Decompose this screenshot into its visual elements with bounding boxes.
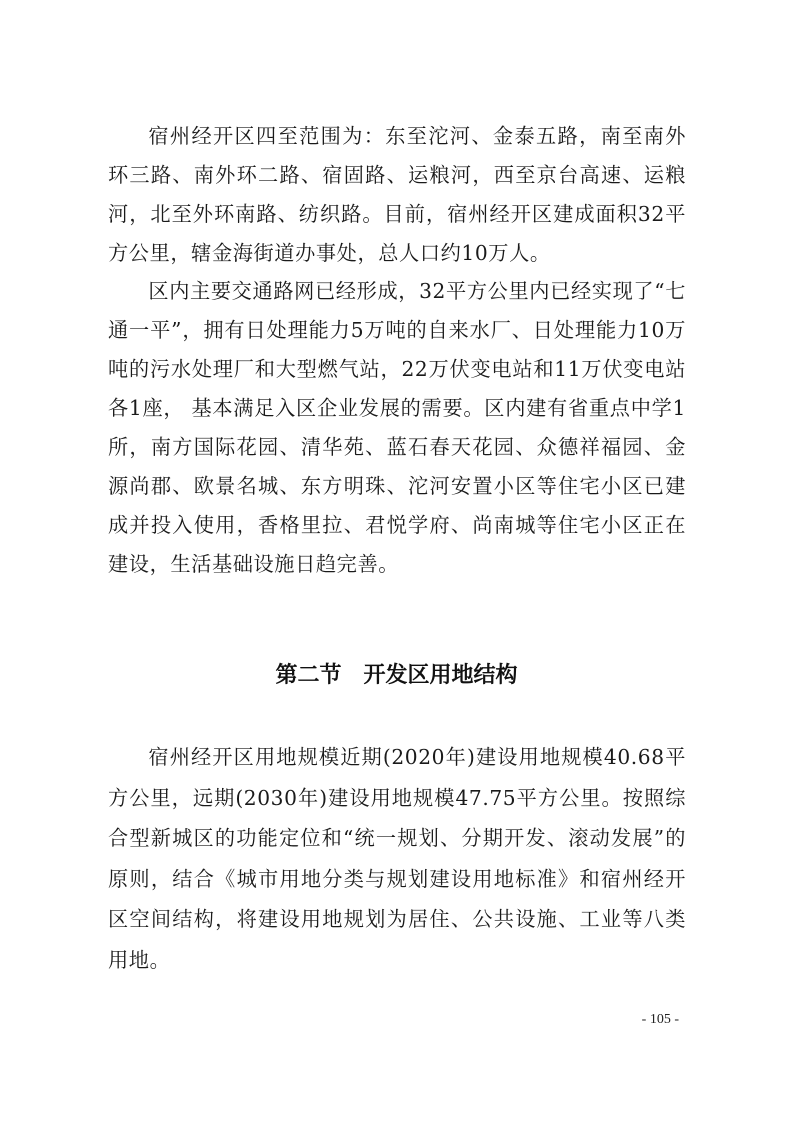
section-heading: 第二节 开发区用地结构 (275, 663, 518, 688)
page-number: - 105 - (641, 1012, 679, 1027)
body-paragraph-land-use: 宿州经开区用地规模近期(2020年)建设用地规模40.68平方公里，远期(2030年)建设用地规模47.75平方公里。按照综合型新城区的功能定位和“统一规划、分期开发、滚动发展”的原则，结合《城市用地分类与规划建设用地标准》和宿州经开区空间结构，将建设用地规划为居住、公共设施、工业等八类用地。 (108, 745, 686, 972)
body-paragraph-infrastructure: 区内主要交通路网已经形成，32平方公里内已经实现了“七通一平”，拥有日处理能力5万吨的自来水厂、日处理能力10万吨的污水处理厂和大型燃气站，22万伏变电站和11万伏变电站各1座， 基本满足入区企业发展的需要。区内建有省重点中学1所，南方国际花园、清华苑、蓝石春天花园、众德祥福园、金源尚郡、欧景名城、东方明珠、沱河安置小区等住宅小区已建成并投入使用，香格里拉、君悦学府、尚南城等住宅小区正在建设，生活基础设施日趋完善。 (108, 279, 686, 576)
body-paragraph-boundary: 宿州经开区四至范围为：东至沱河、金泰五路，南至南外环三路、南外环二路、宿固路、运粮河，西至京台高速、运粮河，北至外环南路、纺织路。目前，宿州经开区建成面积32平方公里，辖金海街道办事处，总人口约10万人。 (108, 124, 686, 265)
